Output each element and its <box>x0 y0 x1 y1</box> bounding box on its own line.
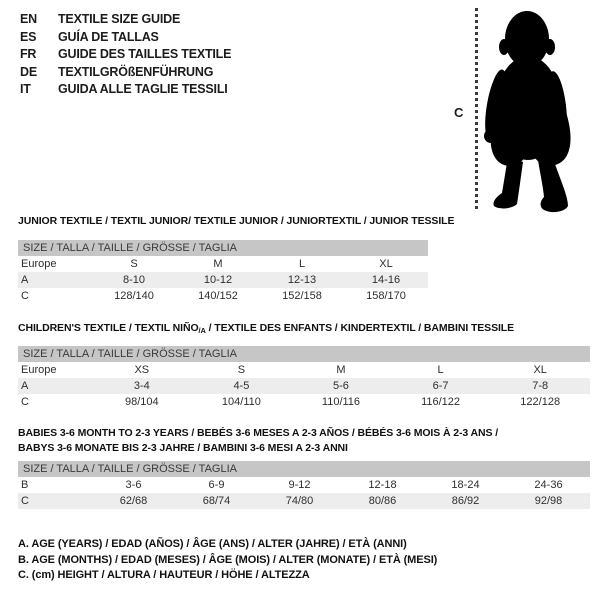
lang-code: ES <box>20 29 37 44</box>
row-label: B <box>21 479 29 491</box>
children-title-suffix: / TEXTILE DES ENFANTS / KINDERTEXTIL / BAMBINI TESSILE <box>205 322 515 334</box>
cell: 6-9 <box>208 479 225 491</box>
table-row <box>18 493 590 509</box>
cell: 68/74 <box>175 493 258 509</box>
cell: 62/68 <box>92 493 175 509</box>
lang-label: GUIDA ALLE TAGLIE TESSILI <box>58 82 228 96</box>
cell: M <box>336 364 346 376</box>
toddler-silhouette-icon <box>483 8 583 215</box>
babies-section-title <box>18 426 498 456</box>
row-label: Europe <box>21 258 57 270</box>
size-header-row <box>18 461 590 477</box>
row-label: C <box>18 493 92 509</box>
lang-code: FR <box>20 47 37 61</box>
lang-row-es <box>20 29 231 47</box>
cell: 6-7 <box>391 378 491 394</box>
lang-label: GUIDE DES TAILLES TEXTILE <box>58 47 232 61</box>
table-row <box>18 272 428 288</box>
cell: 3-4 <box>92 378 192 394</box>
table-row <box>18 362 590 378</box>
cell: 158/170 <box>366 290 406 302</box>
cell: 5-6 <box>291 378 391 394</box>
row-label: A <box>18 378 92 394</box>
babies-size-table <box>18 461 590 509</box>
cell: 122/128 <box>520 396 561 408</box>
cell: 152/158 <box>282 290 322 302</box>
row-label: A <box>18 272 92 288</box>
cell: 74/80 <box>258 493 341 509</box>
table-row <box>18 394 590 410</box>
cell: 10-12 <box>176 272 260 288</box>
cell: XL <box>533 364 547 376</box>
cell: 12-13 <box>260 272 344 288</box>
children-section-title <box>18 321 514 338</box>
cell: S <box>237 364 246 376</box>
size-header-row <box>18 346 590 362</box>
language-title-list <box>20 11 231 99</box>
cell: 104/110 <box>221 396 261 408</box>
lang-code: IT <box>20 82 31 96</box>
lang-code: EN <box>20 12 37 26</box>
lang-row-en <box>20 11 231 29</box>
babies-title-line2: BABYS 3-6 MONATE BIS 2-3 JAHRE / BAMBINI 3-6 MESI A 2-3 ANNI <box>18 442 348 454</box>
lang-label: TEXTILGRÖßENFÜHRUNG <box>58 64 214 79</box>
cell: 9-12 <box>288 479 311 491</box>
table-row <box>18 477 590 493</box>
cell: S <box>130 258 138 270</box>
babies-title-line1: BABIES 3-6 MONTH TO 2-3 YEARS / BEBÉS 3-6 MESES A 2-3 AÑOS / BÉBÉS 3-6 MOIS À 2-3 ANS / <box>18 427 499 439</box>
legend-line-b: B. AGE (MONTHS) / EDAD (MESES) / ÂGE (MOIS) / ALTER (MONATE) / ETÀ (MESI) <box>18 553 438 566</box>
cell: 92/98 <box>507 493 590 509</box>
cell: 86/92 <box>424 493 507 509</box>
height-dotted-line <box>475 8 478 212</box>
cell: 140/152 <box>198 290 238 302</box>
cell: 14-16 <box>344 272 428 288</box>
cell: 80/86 <box>341 493 424 509</box>
lang-row-de <box>20 64 231 82</box>
cell: 18-24 <box>451 479 480 491</box>
cell: 8-10 <box>92 272 176 288</box>
cell: 24-36 <box>534 479 563 491</box>
legend-line-c: C. (cm) HEIGHT / ALTURA / HAUTEUR / HÖHE / ALTEZZA <box>18 569 310 581</box>
children-title-prefix: CHILDREN'S TEXTILE / TEXTIL NIÑO <box>18 322 199 334</box>
cell: 128/140 <box>114 290 154 302</box>
cell: M <box>213 258 223 270</box>
cell: 7-8 <box>490 378 590 394</box>
row-label: Europe <box>21 364 57 376</box>
cell: XS <box>134 364 150 376</box>
lang-code: DE <box>20 64 37 79</box>
cell: 116/122 <box>421 396 461 408</box>
measurement-legend <box>18 537 437 584</box>
children-size-table <box>18 346 590 410</box>
lang-row-it <box>20 81 231 99</box>
lang-row-fr <box>20 46 231 64</box>
cell: 98/104 <box>124 396 159 408</box>
size-header-label: SIZE / TALLA / TAILLE / GRÖSSE / TAGLIA <box>18 461 590 477</box>
table-row <box>18 378 590 394</box>
lang-label: TEXTILE SIZE GUIDE <box>58 12 181 26</box>
lang-label: GUÍA DE TALLAS <box>58 29 159 44</box>
legend-line-a: A. AGE (YEARS) / EDAD (AÑOS) / ÂGE (ANS) / ALTER (JAHRE) / ETÀ (ANNI) <box>18 538 407 550</box>
children-title-subscript: /A <box>198 326 206 335</box>
cell: L <box>437 364 444 376</box>
size-header-label: SIZE / TALLA / TAILLE / GRÖSSE / TAGLIA <box>18 240 428 256</box>
table-row <box>18 288 428 304</box>
row-label: C <box>21 290 29 302</box>
height-marker-label: C <box>454 105 464 120</box>
row-label: C <box>21 396 29 408</box>
cell: 110/116 <box>321 396 361 408</box>
cell: XL <box>379 258 393 270</box>
size-header-row <box>18 240 428 256</box>
cell: L <box>298 258 306 270</box>
size-header-label: SIZE / TALLA / TAILLE / GRÖSSE / TAGLIA <box>18 346 590 362</box>
table-row <box>18 256 428 272</box>
junior-size-table <box>18 240 428 304</box>
cell: 12-18 <box>368 479 397 491</box>
cell: 4-5 <box>192 378 292 394</box>
cell: 3-6 <box>125 479 142 491</box>
junior-section-title: JUNIOR TEXTILE / TEXTIL JUNIOR/ TEXTILE JUNIOR / JUNIORTEXTIL / JUNIOR TESSILE <box>18 215 455 227</box>
